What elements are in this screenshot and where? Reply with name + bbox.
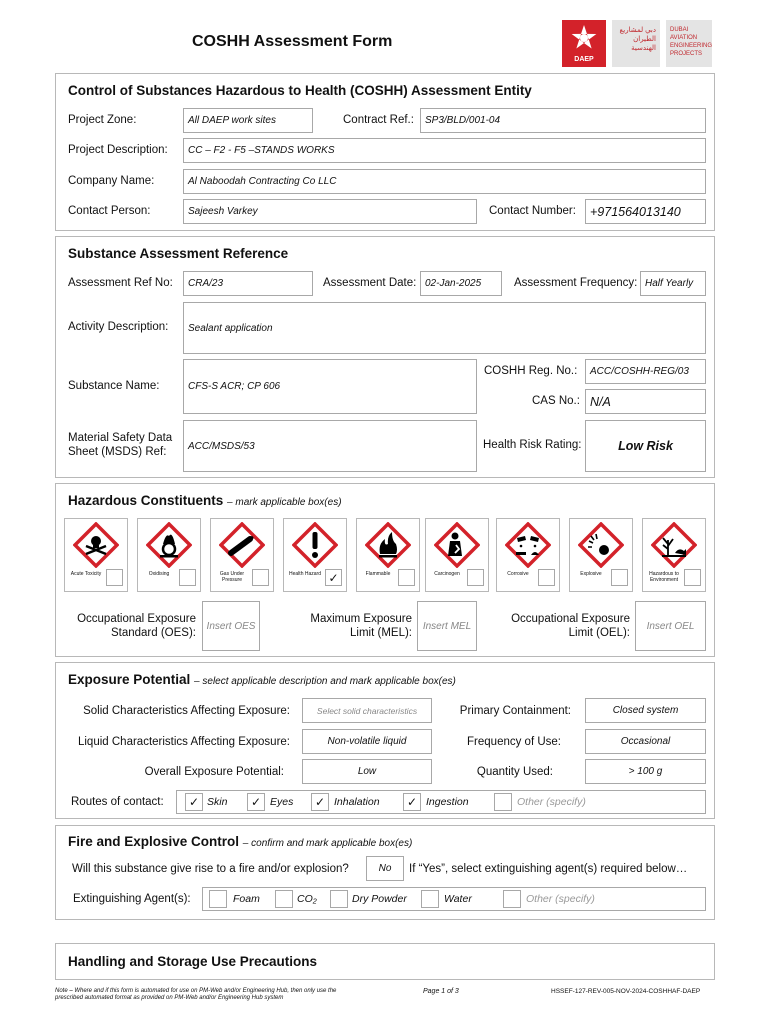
footer-note-line-1: Note – Where and if this form is automated for use on PM-Web and/or Engineering Hub, then only use the — [55, 988, 337, 994]
project-description-label: Project Description: — [68, 144, 168, 156]
substance-field[interactable]: CFS-S ACR; CP 606 — [183, 359, 477, 414]
route-eyes-label: Eyes — [270, 796, 294, 808]
hazard-oxidising — [137, 518, 201, 592]
assessment-section — [55, 236, 715, 478]
mel-label-line-1: Maximum Exposure — [310, 613, 412, 625]
oel-label-line-1: Occupational Exposure — [511, 613, 630, 625]
hazard-label: Oxidising — [148, 571, 170, 577]
hazard-label: Health Hazard — [289, 571, 321, 577]
oes-label-line-2: Standard (OES): — [110, 627, 196, 639]
routes-group — [176, 790, 706, 814]
route-ingestion-checkbox[interactable]: ✓ — [403, 793, 421, 811]
contract-ref-label: Contract Ref.: — [343, 114, 414, 126]
fire-heading: Fire and Explosive Control – confirm and mark applicable box(es) — [68, 834, 413, 849]
fire-followup: If “Yes”, select extinguishing agent(s) required below… — [409, 863, 688, 875]
handling-heading: Handling and Storage Use Precautions — [68, 954, 318, 969]
page-number: Page 1 of 3 — [423, 988, 459, 995]
exposure-section — [55, 662, 715, 819]
msds-label-line-2: Sheet (MSDS) Ref: — [68, 446, 167, 458]
mel-label-line-2: Limit (MEL): — [350, 627, 412, 639]
hazard-checkbox[interactable] — [398, 569, 415, 586]
hazard-explosive — [569, 518, 633, 592]
hazard-label: Flammable — [365, 571, 391, 577]
agent-foam-checkbox[interactable] — [209, 890, 227, 908]
hazard-environment — [642, 518, 706, 592]
hazard-gas-under-pressure — [210, 518, 274, 592]
project-zone-field[interactable]: All DAEP work sites — [183, 108, 313, 133]
exclamation-icon — [292, 522, 338, 568]
agent-other-label: Other (specify) — [526, 893, 595, 905]
flame-icon — [365, 522, 411, 568]
liquid-label: Liquid Characteristics Affecting Exposure: — [77, 736, 290, 748]
risk-rating-label: Health Risk Rating: — [483, 439, 582, 451]
hazard-checkbox[interactable] — [611, 569, 628, 586]
hazard-checkbox[interactable] — [179, 569, 196, 586]
agent-water-checkbox[interactable] — [421, 890, 439, 908]
hazard-acute-toxicity — [64, 518, 128, 592]
star-emblem-icon — [562, 20, 606, 56]
hazard-checkbox[interactable] — [538, 569, 555, 586]
use-frequency-label: Frequency of Use: — [467, 736, 561, 748]
oes-field[interactable]: Insert OES — [202, 601, 260, 651]
hazard-label: Corrosive — [507, 571, 529, 577]
agent-co2-label: CO₂ — [297, 893, 317, 905]
coshh-reg-field[interactable]: ACC/COSHH-REG/03 — [585, 359, 706, 384]
footer-note-line-2: prescribed automated format as provided on PM-Web and/or Engineering Hub system — [55, 995, 284, 1001]
oel-label-line-2: Limit (OEL): — [568, 627, 630, 639]
contact-person-field[interactable]: Sajeesh Varkey — [183, 199, 477, 224]
mel-field[interactable]: Insert MEL — [417, 601, 477, 651]
agent-dry-powder-label: Dry Powder — [352, 893, 407, 905]
logo-english-text: DUBAI AVIATION ENGINEERING PROJECTS — [666, 20, 712, 67]
coshh-reg-label: COSHH Reg. No.: — [484, 365, 578, 377]
containment-label: Primary Containment: — [459, 705, 571, 717]
overall-exposure-label: Overall Exposure Potential: — [144, 766, 284, 778]
contact-number-label: Contact Number: — [489, 205, 576, 217]
hazard-label: Hazardous to Environment — [649, 571, 679, 583]
entity-heading: Control of Substances Hazardous to Health (COSHH) Assessment Entity — [68, 83, 532, 98]
hazard-checkbox[interactable] — [684, 569, 701, 586]
fire-section — [55, 825, 715, 920]
hazard-carcinogen — [425, 518, 489, 592]
route-other-checkbox[interactable] — [494, 793, 512, 811]
company-name-field[interactable]: Al Naboodah Contracting Co LLC — [183, 169, 706, 194]
hazard-flammable — [356, 518, 420, 592]
assessment-frequency-field[interactable]: Half Yearly — [640, 271, 706, 296]
agent-water-label: Water — [444, 893, 472, 905]
agent-foam-label: Foam — [233, 893, 260, 905]
overall-exposure-select[interactable]: Low — [302, 759, 432, 784]
oel-field[interactable]: Insert OEL — [635, 601, 706, 651]
ref-no-label: Assessment Ref No: — [68, 277, 173, 289]
contract-ref-field[interactable]: SP3/BLD/001-04 — [420, 108, 706, 133]
hazard-checkbox[interactable] — [252, 569, 269, 586]
hazard-label: Explosive — [580, 571, 602, 577]
hazard-label: Carcinogen — [434, 571, 460, 577]
handling-section — [55, 943, 715, 980]
cas-label: CAS No.: — [532, 395, 580, 407]
hazards-heading: Hazardous Constituents – mark applicable box(es) — [68, 493, 342, 508]
hazard-label: Acute Toxicity — [70, 571, 102, 577]
corrosion-icon — [505, 522, 551, 568]
assessment-date-field[interactable]: 02-Jan-2025 — [420, 271, 502, 296]
company-name-label: Company Name: — [68, 175, 155, 187]
exposure-heading: Exposure Potential – select applicable description and mark applicable box(es) — [68, 672, 456, 687]
project-zone-label: Project Zone: — [68, 114, 137, 126]
flame-over-circle-icon — [146, 522, 192, 568]
extinguishing-group — [202, 887, 706, 911]
route-other-label: Other (specify) — [517, 796, 586, 808]
fire-question: Will this substance give rise to a fire and/or explosion? — [72, 863, 349, 875]
assessment-frequency-label: Assessment Frequency: — [514, 277, 638, 289]
hazard-checkbox[interactable] — [467, 569, 484, 586]
assessment-date-label: Assessment Date: — [323, 277, 417, 289]
risk-rating-field[interactable]: Low Risk — [585, 420, 706, 472]
msds-field[interactable]: ACC/MSDS/53 — [183, 420, 477, 472]
agent-dry-powder-checkbox[interactable] — [330, 890, 348, 908]
liquid-select[interactable]: Non-volatile liquid — [302, 729, 432, 754]
skull-icon — [73, 522, 119, 568]
substance-label: Substance Name: — [68, 380, 160, 392]
logo-arabic-text: دبي لمشاريع الطيران الهندسية — [612, 20, 660, 67]
cas-field[interactable]: N/A — [585, 389, 706, 414]
hazard-label: Gas Under Pressure — [219, 571, 245, 583]
hazard-health-hazard — [283, 518, 347, 592]
msds-label-line-1: Material Safety Data — [68, 432, 173, 444]
hazards-section — [55, 483, 715, 657]
health-hazard-icon — [434, 522, 480, 568]
route-inhalation-checkbox[interactable]: ✓ — [311, 793, 329, 811]
activity-label: Activity Description: — [68, 321, 169, 333]
solid-label: Solid Characteristics Affecting Exposure: — [83, 705, 290, 717]
hazard-corrosive — [496, 518, 560, 592]
hazard-checkbox[interactable] — [106, 569, 123, 586]
logo-text: DAEP — [574, 56, 594, 63]
containment-select[interactable]: Closed system — [585, 698, 706, 723]
route-skin-label: Skin — [207, 796, 228, 808]
use-frequency-select[interactable]: Occasional — [585, 729, 706, 754]
solid-select[interactable]: Select solid characteristics — [302, 698, 432, 723]
oes-label-line-1: Occupational Exposure — [77, 613, 196, 625]
project-description-field[interactable]: CC – F2 - F5 –STANDS WORKS — [183, 138, 706, 163]
quantity-select[interactable]: > 100 g — [585, 759, 706, 784]
fire-answer-select[interactable]: No — [366, 856, 404, 881]
gas-cylinder-icon — [219, 522, 265, 568]
extinguishing-label: Extinguishing Agent(s): — [73, 893, 191, 905]
route-inhalation-label: Inhalation — [334, 796, 380, 808]
route-ingestion-label: Ingestion — [426, 796, 469, 808]
quantity-label: Quantity Used: — [476, 766, 553, 778]
contact-person-label: Contact Person: — [68, 205, 151, 217]
footer-divider — [55, 979, 715, 980]
routes-label: Routes of contact: — [71, 796, 164, 808]
daep-logo — [562, 20, 606, 67]
form-title: COSHH Assessment Form — [192, 33, 393, 50]
ref-no-field[interactable]: CRA/23 — [183, 271, 313, 296]
route-eyes-checkbox[interactable]: ✓ — [247, 793, 265, 811]
assessment-heading: Substance Assessment Reference — [68, 246, 289, 261]
agent-co2-checkbox[interactable] — [275, 890, 293, 908]
contact-number-field[interactable]: +971564013140 — [585, 199, 706, 224]
document-code: HSSEF-127-REV-005-NOV-2024-COSHHAF-DAEP — [551, 988, 701, 995]
exploding-bomb-icon — [578, 522, 624, 568]
activity-field[interactable]: Sealant application — [183, 302, 706, 354]
entity-section — [55, 73, 715, 231]
environment-icon — [651, 522, 697, 568]
agent-other-checkbox[interactable] — [503, 890, 521, 908]
hazard-checkbox[interactable]: ✓ — [325, 569, 342, 586]
route-skin-checkbox[interactable]: ✓ — [185, 793, 203, 811]
